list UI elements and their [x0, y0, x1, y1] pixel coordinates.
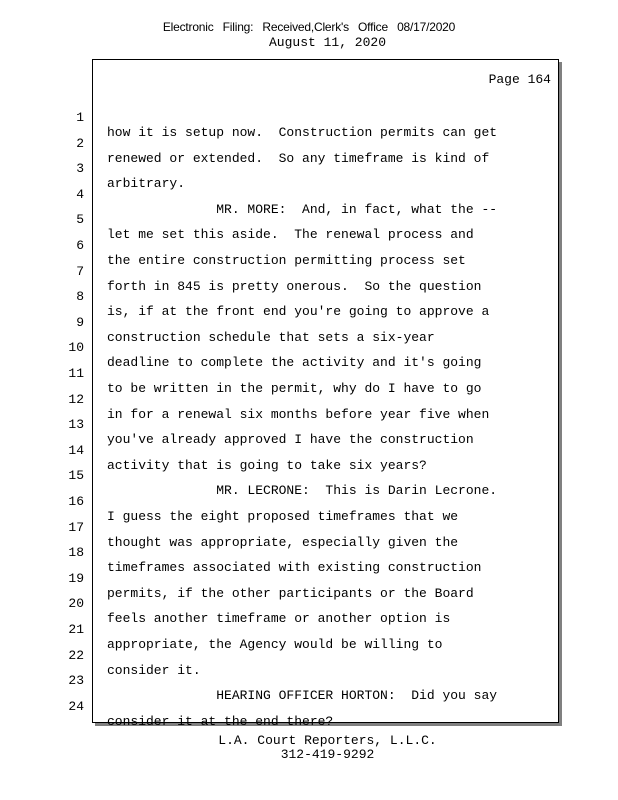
- footer-phone: 312-419-9292: [280, 747, 375, 762]
- line-text: how it is setup now. Construction permits can get: [107, 125, 498, 140]
- transcript-line: [0, 146, 560, 192]
- line-number: 5: [76, 212, 84, 228]
- line-text: activity that is going to take six years?: [107, 457, 427, 473]
- line-text: thought was appropriate, especially given the: [107, 534, 459, 550]
- transcript-line: [0, 684, 560, 729]
- line-number: 24: [68, 698, 84, 714]
- line-number: 10: [68, 340, 84, 356]
- line-text: let me set this aside. The renewal process and: [107, 227, 474, 243]
- line-text: HEARING OFFICER HORTON: Did you say: [107, 688, 498, 704]
- line-text: appropriate, the Agency would be willing to: [107, 637, 443, 652]
- line-number: 13: [68, 417, 84, 433]
- line-number: 23: [68, 673, 84, 689]
- line-text: arbitrary.: [107, 176, 186, 192]
- line-number: 4: [76, 186, 84, 202]
- line-number: 1: [76, 110, 84, 125]
- line-text: permits, if the other participants or the Board: [107, 585, 474, 601]
- transcript-line: [0, 95, 560, 140]
- line-text: consider it.: [107, 662, 201, 678]
- transcript-line: [0, 658, 560, 704]
- line-number: 6: [76, 238, 84, 253]
- line-text: feels another timeframe or another option is: [107, 611, 451, 627]
- transcript-line: [0, 402, 560, 448]
- line-text: the entire construction permitting process set: [107, 253, 466, 268]
- footer-company: L.A. Court Reporters, L.L.C.: [218, 733, 437, 748]
- line-text: you've already approved I have the construction: [107, 432, 474, 448]
- transcript-line: [0, 607, 560, 652]
- line-text: construction schedule that sets a six-year: [107, 329, 435, 345]
- line-number: 7: [76, 263, 84, 279]
- transcript-line: [0, 300, 560, 345]
- line-text: in for a renewal six months before year five when: [107, 406, 490, 422]
- page-number: Page 164: [488, 72, 551, 87]
- transcript-line: [0, 249, 560, 294]
- line-number: 11: [68, 366, 84, 381]
- transcript-line: [0, 556, 560, 601]
- filing-stamp: Electronic Filing: Received,Clerk's Office 08/17/2020: [162, 20, 456, 34]
- line-text: forth in 845 is pretty onerous. So the question: [107, 278, 482, 294]
- line-text: MR. MORE: And, in fact, what the --: [107, 201, 498, 217]
- line-text: I guess the eight proposed timeframes that we: [107, 509, 459, 524]
- line-number: 14: [68, 442, 84, 458]
- line-number: 22: [68, 647, 84, 663]
- transcript-line: [0, 453, 560, 499]
- line-text: is, if at the front end you're going to approve a: [107, 304, 490, 320]
- transcript-line: [0, 428, 560, 473]
- transcript-line: [0, 223, 560, 268]
- transcript-line: [0, 274, 560, 320]
- transcript-line: [0, 172, 560, 217]
- line-number: 15: [68, 468, 84, 484]
- line-text: timeframes associated with existing construction: [107, 560, 482, 576]
- header-date: August 11, 2020: [268, 35, 387, 50]
- line-number: 16: [68, 494, 84, 509]
- line-number: 12: [68, 391, 84, 407]
- transcript-line: [0, 325, 560, 371]
- line-number: 9: [76, 314, 84, 330]
- line-number: 8: [76, 289, 84, 305]
- line-text: MR. LECRONE: This is Darin Lecrone.: [107, 483, 498, 499]
- line-text: renewed or extended. So any timeframe is kind of: [107, 150, 490, 166]
- transcript-line: [0, 121, 560, 166]
- transcript-line: [0, 351, 560, 396]
- transcript-line: [0, 197, 560, 243]
- transcript-line: [0, 479, 560, 524]
- transcript-line: [0, 530, 560, 576]
- line-number: 2: [76, 135, 84, 151]
- line-number: 20: [68, 596, 84, 612]
- transcript-line: [0, 633, 560, 678]
- line-number: 17: [68, 519, 84, 535]
- line-text: deadline to complete the activity and it's going: [107, 355, 482, 371]
- line-text: to be written in the permit, why do I have to go: [107, 381, 482, 396]
- line-number: 19: [68, 570, 84, 586]
- line-number: 21: [68, 622, 84, 637]
- line-number: 18: [68, 545, 84, 561]
- transcript-line: [0, 581, 560, 627]
- transcript-line: [0, 505, 560, 550]
- line-text: consider it at the end there?: [107, 713, 334, 729]
- line-number: 3: [76, 161, 84, 177]
- transcript-line: [0, 377, 560, 422]
